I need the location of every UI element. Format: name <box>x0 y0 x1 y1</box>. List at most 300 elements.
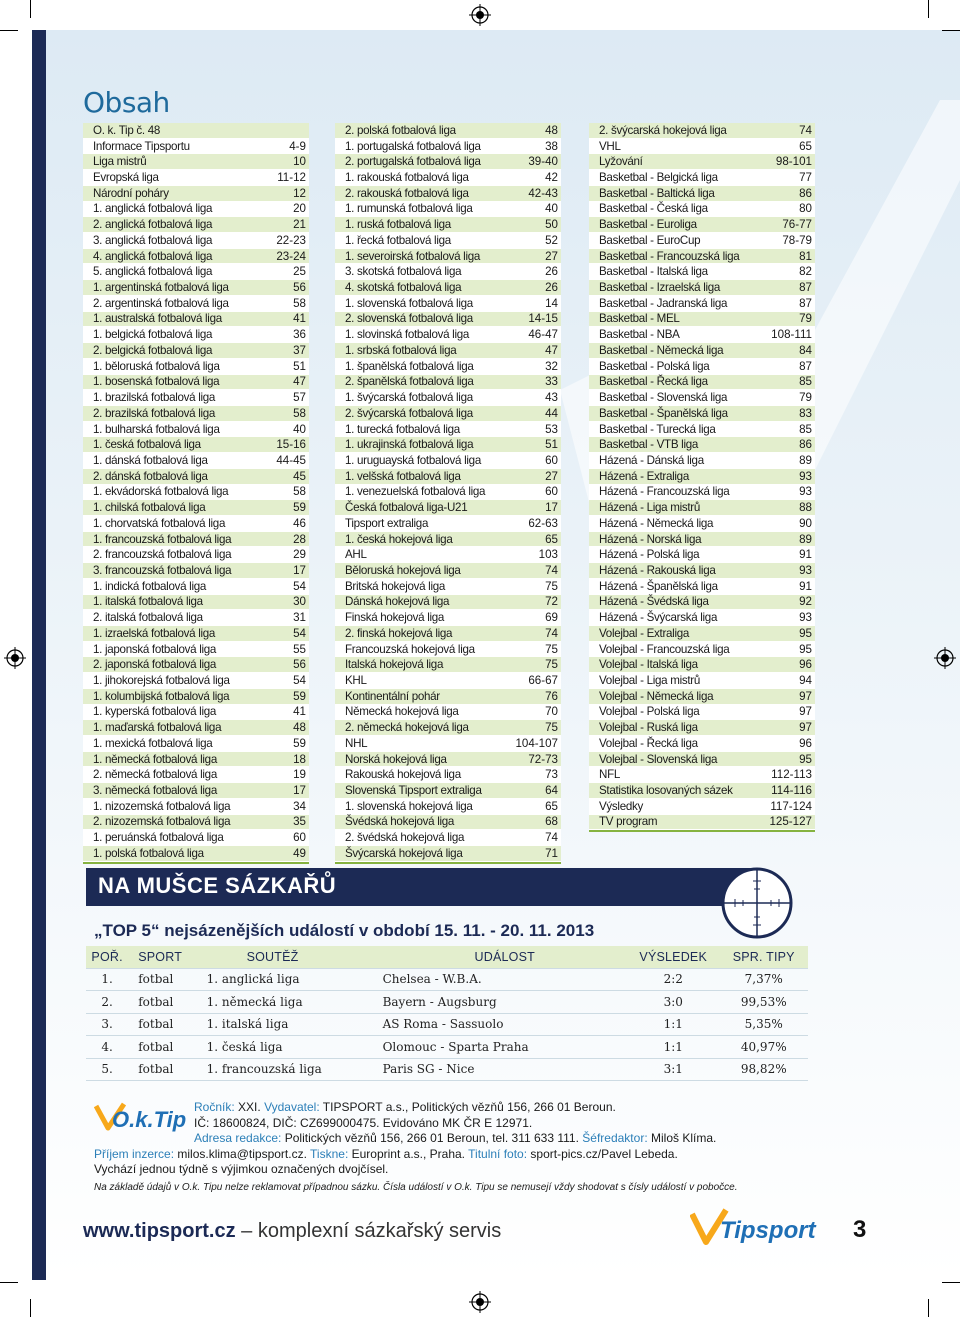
toc-entry[interactable] <box>589 154 815 170</box>
toc-entry-title: 1. chorvatská fotbalová liga <box>93 516 226 530</box>
toc-entry-title: 2. brazilská fotbalová liga <box>93 406 216 420</box>
toc-entry-page: 41 <box>293 312 306 326</box>
toc-entry[interactable] <box>335 595 561 611</box>
toc-entry[interactable] <box>589 123 815 139</box>
left-edge-strip <box>32 30 46 1280</box>
toc-entry[interactable] <box>335 123 561 139</box>
toc-entry[interactable] <box>335 846 561 862</box>
toc-entry[interactable] <box>589 516 815 532</box>
col-header-spravne-tipy: SPR. TIPY <box>719 946 808 968</box>
toc-entry-title: Basketbal - MEL <box>599 312 680 326</box>
toc-entry-title: Házená - Extraliga <box>599 469 689 483</box>
page-number: 3 <box>853 1216 867 1243</box>
toc-entry[interactable] <box>589 705 815 721</box>
toc-entry[interactable] <box>589 280 815 296</box>
toc-entry-page: 44 <box>545 406 558 420</box>
toc-entry[interactable] <box>83 610 309 626</box>
table-row <box>86 968 808 991</box>
toc-entry-page: 77 <box>799 171 812 185</box>
toc-entry[interactable] <box>589 359 815 375</box>
toc-entry[interactable] <box>335 673 561 689</box>
toc-entry-page: 62-63 <box>528 516 558 530</box>
toc-entry[interactable] <box>83 563 309 579</box>
cell-vysledek: 1:1 <box>663 1017 683 1032</box>
toc-entry[interactable] <box>83 186 309 202</box>
cell-vysledek: 1:1 <box>663 1039 683 1054</box>
toc-entry-page: 93 <box>799 469 812 483</box>
toc-entry[interactable] <box>335 642 561 658</box>
toc-entry-title: 2. švédská hokejová liga <box>345 831 465 845</box>
toc-entry[interactable] <box>335 202 561 218</box>
toc-entry[interactable] <box>83 437 309 453</box>
toc-entry[interactable] <box>335 375 561 391</box>
toc-entry-title: 1. rakouská fotbalová liga <box>345 171 469 185</box>
toc-entry-page: 28 <box>293 532 306 546</box>
toc-entry[interactable] <box>335 139 561 155</box>
toc-entry-page: 40 <box>293 422 306 436</box>
toc-entry-title: Házená - Švýcarská liga <box>599 611 718 625</box>
top5-title: „TOP 5“ nejsázenějších událostí v období 15. 11. - 20. 11. 2013 <box>94 921 595 940</box>
toc-entry-page: 79 <box>799 391 812 405</box>
toc-entry-page: 59 <box>293 501 306 515</box>
toc-entry[interactable] <box>83 720 309 736</box>
toc-entry-title: 1. japonská fotbalová liga <box>93 642 217 656</box>
toc-entry[interactable] <box>83 280 309 296</box>
toc-entry-title: Basketbal - Izraelská liga <box>599 281 721 295</box>
toc-entry[interactable] <box>335 422 561 438</box>
cell-udalost: Bayern - Augsburg <box>382 994 497 1009</box>
toc-entry[interactable] <box>589 170 815 186</box>
crop-mark <box>942 30 960 31</box>
toc-entry[interactable] <box>335 437 561 453</box>
toc-entry-title: Norská hokejová liga <box>345 752 447 766</box>
toc-entry-title: 1. australská fotbalová liga <box>93 312 222 326</box>
toc-entry[interactable] <box>589 610 815 626</box>
toc-entry[interactable] <box>335 249 561 265</box>
toc-entry-title: Národní poháry <box>93 186 169 200</box>
cell-sport: fotbal <box>138 1062 174 1077</box>
toc-entry[interactable] <box>83 327 309 343</box>
toc-entry[interactable] <box>589 783 815 799</box>
toc-entry[interactable] <box>335 815 561 831</box>
cell-soutez: 1. česká liga <box>206 1039 283 1054</box>
toc-entry-page: 40 <box>545 202 558 216</box>
toc-entry[interactable] <box>589 547 815 563</box>
toc-entry-page: 87 <box>799 281 812 295</box>
toc-entry[interactable] <box>589 752 815 768</box>
toc-entry-page: 54 <box>293 674 306 688</box>
toc-entry-page: 108-111 <box>771 328 812 342</box>
toc-entry[interactable] <box>335 689 561 705</box>
toc-entry-title: Basketbal - Řecká liga <box>599 375 708 389</box>
toc-entry-page: 97 <box>799 705 812 719</box>
toc-entry[interactable] <box>335 705 561 721</box>
col-header-soutez: SOUTĚŽ <box>197 946 373 968</box>
toc-entry-page: 76 <box>545 689 558 703</box>
toc-entry[interactable] <box>589 186 815 202</box>
toc-entry[interactable] <box>335 264 561 280</box>
toc-entry[interactable] <box>335 170 561 186</box>
toc-entry-title: 2. španělská fotbalová liga <box>345 375 474 389</box>
toc-entry[interactable] <box>335 296 561 312</box>
toc-entry-title: 1. jihokorejská fotbalová liga <box>93 674 230 688</box>
toc-entry-title: 1. česká hokejová liga <box>345 532 453 546</box>
toc-entry-title: Házená - Rakouská liga <box>599 563 716 577</box>
toc-entry[interactable] <box>83 249 309 265</box>
toc-entry-page: 45 <box>293 469 306 483</box>
toc-entry-title: Házená - Dánská liga <box>599 453 704 467</box>
toc-entry-page: 69 <box>545 611 558 625</box>
toc-entry[interactable] <box>335 532 561 548</box>
footer-url-link[interactable]: www.tipsport.cz <box>83 1220 236 1242</box>
toc-entry-page: 10 <box>293 155 306 169</box>
toc-entry[interactable] <box>589 815 815 831</box>
toc-entry-page: 33 <box>545 375 558 389</box>
cell-tip: 99,53% <box>740 994 787 1009</box>
cell-poz: 3. <box>101 1017 113 1032</box>
toc-entry[interactable] <box>83 689 309 705</box>
toc-entry[interactable] <box>589 233 815 249</box>
toc-entry[interactable] <box>83 312 309 328</box>
toc-entry[interactable] <box>589 453 815 469</box>
toc-entry[interactable] <box>83 264 309 280</box>
registration-mark-icon <box>934 647 956 669</box>
table-row <box>86 1036 808 1059</box>
toc-entry[interactable] <box>83 233 309 249</box>
toc-entry-title: 1. peruánská fotbalová liga <box>93 831 224 845</box>
toc-entry-title: 2. švýcarská fotbalová liga <box>345 406 473 420</box>
toc-entry-title: Informace Tipsportu <box>93 139 190 153</box>
toc-entry-page: 50 <box>545 218 558 232</box>
toc-entry-page: 32 <box>545 359 558 373</box>
toc-entry[interactable] <box>83 343 309 359</box>
toc-entry[interactable] <box>83 123 309 139</box>
toc-entry-page: 15-16 <box>276 438 306 452</box>
toc-entry-title: Basketbal - VTB liga <box>599 438 699 452</box>
toc-entry-title: 2. slovenská fotbalová liga <box>345 312 473 326</box>
toc-entry[interactable] <box>589 296 815 312</box>
toc-entry[interactable] <box>83 657 309 673</box>
toc-entry[interactable] <box>83 154 309 170</box>
toc-entry-title: Výsledky <box>599 799 643 813</box>
toc-entry[interactable] <box>335 657 561 673</box>
crop-mark <box>942 1282 960 1283</box>
toc-entry[interactable] <box>83 500 309 516</box>
cell-sport: fotbal <box>138 1039 174 1054</box>
cell-soutez: 1. německá liga <box>206 994 303 1009</box>
toc-entry-title: VHL <box>599 139 621 153</box>
toc-entry[interactable] <box>589 202 815 218</box>
toc-entry[interactable] <box>335 154 561 170</box>
toc-column-2 <box>335 123 561 864</box>
toc-entry-title: 1. portugalská fotbalová liga <box>345 139 481 153</box>
toc-entry[interactable] <box>83 579 309 595</box>
toc-entry[interactable] <box>335 453 561 469</box>
toc-entry-page: 76-77 <box>782 218 812 232</box>
cell-poz: 1. <box>101 972 113 987</box>
cell-sport: fotbal <box>138 972 174 987</box>
toc-entry-title: Volejbal - Francouzská liga <box>599 642 730 656</box>
toc-entry[interactable] <box>83 799 309 815</box>
toc-entry-title: 2. rakouská fotbalová liga <box>345 186 469 200</box>
toc-entry[interactable] <box>589 532 815 548</box>
toc-entry[interactable] <box>83 217 309 233</box>
toc-entry-page: 85 <box>799 422 812 436</box>
toc-entry-page: 72-73 <box>528 752 558 766</box>
toc-entry-title: Dánská hokejová liga <box>345 595 450 609</box>
toc-entry-page: 94 <box>799 674 812 688</box>
toc-entry-title: 1. slovenská fotbalová liga <box>345 296 473 310</box>
toc-entry[interactable] <box>83 752 309 768</box>
toc-entry-title: Finská hokejová liga <box>345 611 445 625</box>
toc-entry-title: Volejbal - Slovenská liga <box>599 752 718 766</box>
toc-entry[interactable] <box>589 767 815 783</box>
cell-udalost: Paris SG - Nice <box>382 1062 475 1077</box>
col-header-udalost: UDÁLOST <box>373 946 627 968</box>
toc-entry-page: 19 <box>293 768 306 782</box>
toc-entry[interactable] <box>589 139 815 155</box>
toc-entry[interactable] <box>589 626 815 642</box>
toc-entry-title: Basketbal - Španělská liga <box>599 406 728 420</box>
toc-entry-page: 35 <box>293 815 306 829</box>
toc-entry-title: 1. švýcarská fotbalová liga <box>345 391 473 405</box>
toc-entry[interactable] <box>589 390 815 406</box>
toc-entry[interactable] <box>83 830 309 846</box>
top5-header-row <box>86 946 808 968</box>
toc-entry[interactable] <box>589 312 815 328</box>
toc-entry[interactable] <box>335 217 561 233</box>
toc-entry[interactable] <box>589 799 815 815</box>
toc-entry[interactable] <box>589 657 815 673</box>
toc-entry-page: 60 <box>293 831 306 845</box>
toc-entry-title: 1. nizozemská fotbalová liga <box>93 799 231 813</box>
toc-entry-title: Házená - Liga mistrů <box>599 501 700 515</box>
toc-entry[interactable] <box>589 642 815 658</box>
toc-entry-page: 82 <box>799 265 812 279</box>
toc-entry-page: 30 <box>293 595 306 609</box>
toc-entry-title: Volejbal - Ruská liga <box>599 721 698 735</box>
cell-tip: 98,82% <box>740 1062 787 1077</box>
toc-entry-title: 2. argentinská fotbalová liga <box>93 296 229 310</box>
toc-entry-title: 2. německá hokejová liga <box>345 721 469 735</box>
toc-entry-page: 14 <box>545 296 558 310</box>
toc-entry[interactable] <box>83 485 309 501</box>
toc-entry-page: 37 <box>293 343 306 357</box>
toc-entry-title: Britská hokejová liga <box>345 579 446 593</box>
toc-entry[interactable] <box>83 595 309 611</box>
cell-sport: fotbal <box>138 994 174 1009</box>
toc-entry-title: 1. kyperská fotbalová liga <box>93 705 217 719</box>
toc-entry[interactable] <box>83 846 309 862</box>
toc-entry[interactable] <box>83 815 309 831</box>
toc-entry-title: 2. anglická fotbalová liga <box>93 218 213 232</box>
toc-entry-page: 26 <box>545 265 558 279</box>
toc-entry-page: 80 <box>799 202 812 216</box>
toc-entry[interactable] <box>589 249 815 265</box>
page-title: Obsah <box>83 86 170 119</box>
toc-entry[interactable] <box>589 217 815 233</box>
toc-entry[interactable] <box>83 705 309 721</box>
toc-entry-page: 58 <box>293 485 306 499</box>
toc-entry[interactable] <box>83 359 309 375</box>
toc-entry[interactable] <box>83 673 309 689</box>
toc-entry[interactable] <box>83 422 309 438</box>
toc-entry-page: 79 <box>799 312 812 326</box>
toc-entry[interactable] <box>589 736 815 752</box>
toc-entry[interactable] <box>83 767 309 783</box>
toc-entry[interactable] <box>335 610 561 626</box>
imprint-disclaimer: Na základě údajů v O.k. Tipu nelze reklamovat případnou sázku. Čísla událostí v O.k. Tipu se nemusejí vždy shodovat s čísly událostí v pobočce. <box>94 1181 738 1193</box>
toc-entry-title: 1. izraelská fotbalová liga <box>93 626 216 640</box>
toc-entry-title: Volejbal - Německá liga <box>599 689 714 703</box>
toc-entry-title: Basketbal - Jadranská liga <box>599 296 728 310</box>
toc-entry-title: 1. argentinská fotbalová liga <box>93 281 229 295</box>
toc-entry-title: NHL <box>345 736 368 750</box>
toc-entry-title: Německá hokejová liga <box>345 705 459 719</box>
toc-entry-title: 2. dánská fotbalová liga <box>93 469 208 483</box>
cell-poz: 4. <box>101 1039 113 1054</box>
toc-entry-page: 48 <box>293 721 306 735</box>
toc-entry[interactable] <box>335 186 561 202</box>
toc-entry-title: Basketbal - Italská liga <box>599 265 708 279</box>
toc-entry[interactable] <box>83 375 309 391</box>
toc-entry-title: 3. německá fotbalová liga <box>93 784 217 798</box>
toc-entry[interactable] <box>83 547 309 563</box>
toc-entry[interactable] <box>589 343 815 359</box>
toc-entry[interactable] <box>589 595 815 611</box>
toc-entry[interactable] <box>335 830 561 846</box>
toc-entry[interactable] <box>83 736 309 752</box>
toc-entry[interactable] <box>589 579 815 595</box>
toc-entry[interactable] <box>83 406 309 422</box>
toc-entry[interactable] <box>83 170 309 186</box>
toc-entry[interactable] <box>335 469 561 485</box>
toc-entry[interactable] <box>83 139 309 155</box>
toc-entry-page: 74 <box>545 831 558 845</box>
toc-entry[interactable] <box>589 720 815 736</box>
toc-entry[interactable] <box>83 296 309 312</box>
toc-entry-page: 46-47 <box>528 328 558 342</box>
toc-entry-title: 1. severoirská fotbalová liga <box>345 249 481 263</box>
toc-entry[interactable] <box>589 563 815 579</box>
toc-entry-title: 2. finská hokejová liga <box>345 626 453 640</box>
toc-entry-page: 65 <box>799 139 812 153</box>
toc-entry-page: 42-43 <box>528 186 558 200</box>
toc-entry[interactable] <box>83 626 309 642</box>
toc-entry[interactable] <box>589 422 815 438</box>
toc-entry[interactable] <box>335 783 561 799</box>
toc-entry[interactable] <box>335 547 561 563</box>
toc-entry-title: 3. anglická fotbalová liga <box>93 233 213 247</box>
toc-entry[interactable] <box>589 375 815 391</box>
toc-entry[interactable] <box>83 532 309 548</box>
toc-entry[interactable] <box>335 327 561 343</box>
cell-udalost: Olomouc - Sparta Praha <box>382 1039 529 1054</box>
toc-entry-page: 66-67 <box>528 674 558 688</box>
toc-entry[interactable] <box>335 500 561 516</box>
toc-entry-page: 89 <box>799 532 812 546</box>
toc-entry-page: 49 <box>293 846 306 860</box>
toc-entry[interactable] <box>335 626 561 642</box>
toc-entry[interactable] <box>589 689 815 705</box>
toc-entry[interactable] <box>335 485 561 501</box>
toc-entry-page: 91 <box>799 579 812 593</box>
toc-entry[interactable] <box>335 767 561 783</box>
toc-entry-page: 12 <box>293 186 306 200</box>
toc-entry[interactable] <box>335 406 561 422</box>
toc-entry[interactable] <box>335 343 561 359</box>
toc-entry-title: 1. ukrajinská fotbalová liga <box>345 438 474 452</box>
toc-entry-title: 4. anglická fotbalová liga <box>93 249 213 263</box>
toc-entry[interactable] <box>589 469 815 485</box>
toc-entry[interactable] <box>589 485 815 501</box>
toc-entry-page: 73 <box>545 768 558 782</box>
toc-entry-page: 56 <box>293 281 306 295</box>
toc-entry[interactable] <box>335 799 561 815</box>
crop-mark <box>30 0 31 18</box>
toc-entry-title: 1. ruská fotbalová liga <box>345 218 451 232</box>
toc-entry[interactable] <box>589 673 815 689</box>
toc-entry[interactable] <box>335 312 561 328</box>
toc-entry-page: 85 <box>799 375 812 389</box>
top5-table <box>86 946 808 1081</box>
toc-entry[interactable] <box>335 752 561 768</box>
toc-entry[interactable] <box>335 280 561 296</box>
toc-entry-page: 39-40 <box>528 155 558 169</box>
toc-entry[interactable] <box>335 516 561 532</box>
toc-entry[interactable] <box>335 579 561 595</box>
toc-entry[interactable] <box>335 390 561 406</box>
toc-entry[interactable] <box>83 453 309 469</box>
toc-entry-page: 88 <box>799 501 812 515</box>
toc-entry[interactable] <box>83 202 309 218</box>
cell-vysledek: 2:2 <box>663 972 683 987</box>
toc-entry-title: 1. indická fotbalová liga <box>93 579 207 593</box>
toc-entry[interactable] <box>83 783 309 799</box>
toc-entry-page: 74 <box>799 123 812 137</box>
toc-entry-page: 17 <box>545 501 558 515</box>
toc-entry-page: 70 <box>545 705 558 719</box>
toc-entry-page: 60 <box>545 453 558 467</box>
toc-entry[interactable] <box>83 516 309 532</box>
toc-entry[interactable] <box>83 642 309 658</box>
toc-entry-title: Basketbal - Turecká liga <box>599 422 716 436</box>
toc-entry[interactable] <box>335 720 561 736</box>
toc-entry-page: 44-45 <box>276 453 306 467</box>
toc-entry[interactable] <box>335 736 561 752</box>
toc-entry[interactable] <box>335 233 561 249</box>
imprint-line-adresa: Adresa redakce: Politických vězňů 156, 266 01 Beroun, tel. 311 633 111. Šéfredaktor: Miloš Klíma. <box>194 1131 717 1145</box>
toc-entry-title: Rakouská hokejová liga <box>345 768 461 782</box>
toc-entry[interactable] <box>589 500 815 516</box>
toc-entry[interactable] <box>589 406 815 422</box>
toc-entry-title: Basketbal - Slovenská liga <box>599 391 728 405</box>
toc-entry[interactable] <box>83 390 309 406</box>
toc-entry[interactable] <box>589 264 815 280</box>
toc-entry-title: 1. maďarská fotbalová liga <box>93 721 222 735</box>
toc-entry-page: 93 <box>799 485 812 499</box>
toc-entry-title: 1. slovenská hokejová liga <box>345 799 473 813</box>
toc-entry-title: 2. polská fotbalová liga <box>345 123 456 137</box>
toc-entry[interactable] <box>589 327 815 343</box>
toc-entry[interactable] <box>589 437 815 453</box>
toc-entry-page: 75 <box>545 642 558 656</box>
toc-entry-title: 1. bosenská fotbalová liga <box>93 375 220 389</box>
toc-entry[interactable] <box>335 359 561 375</box>
toc-entry[interactable] <box>335 563 561 579</box>
toc-entry-title: Volejbal - Řecká liga <box>599 736 698 750</box>
toc-entry[interactable] <box>83 469 309 485</box>
